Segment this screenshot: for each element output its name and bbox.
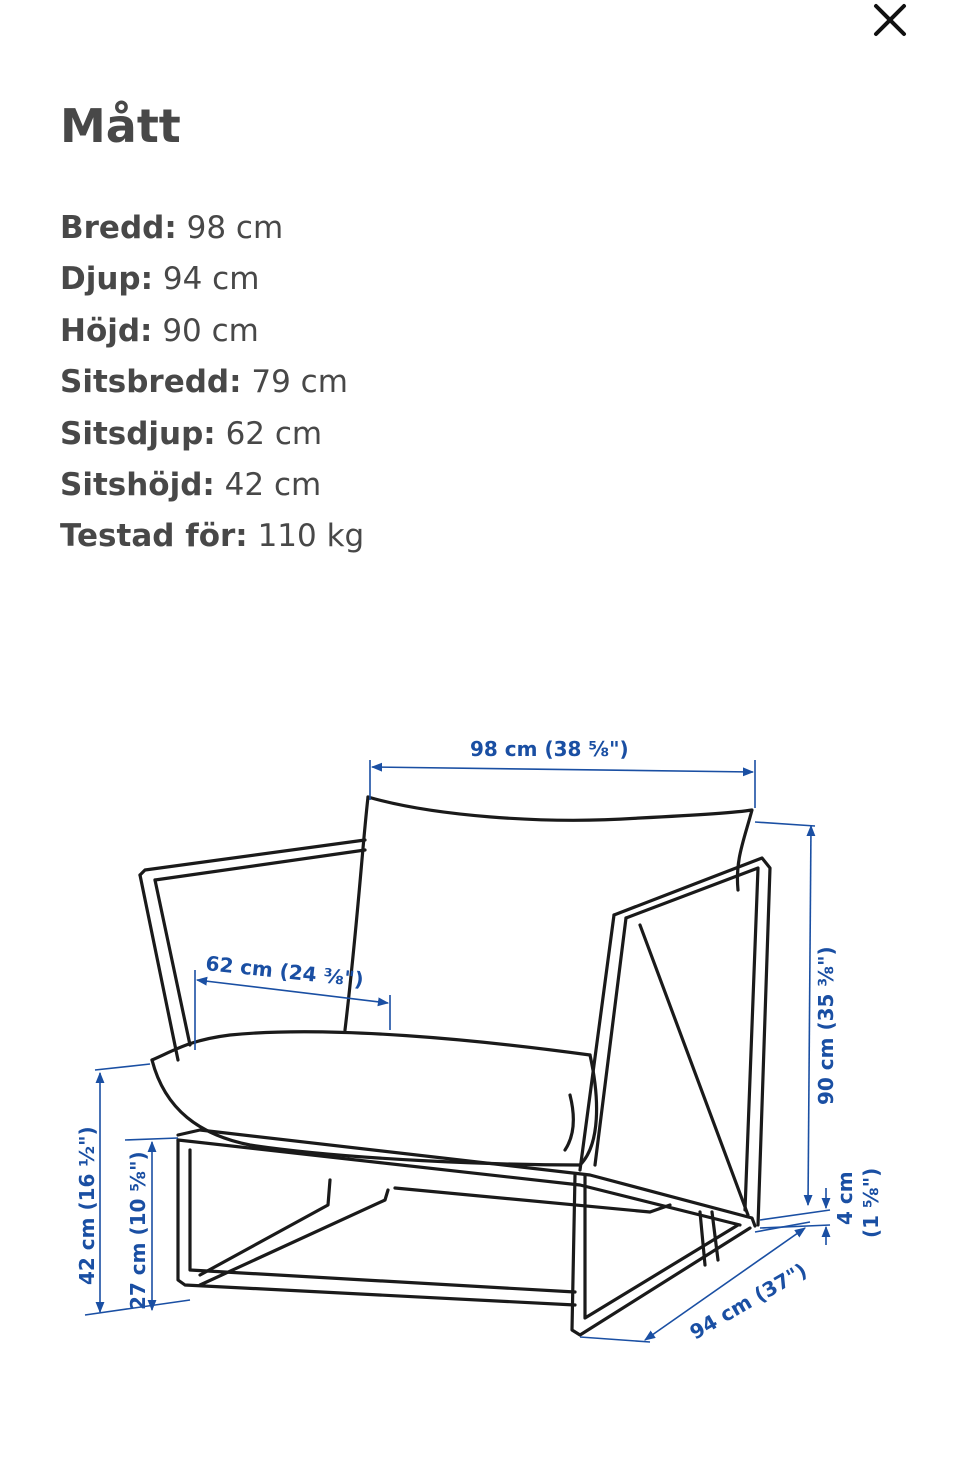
armchair-drawing <box>140 797 770 1335</box>
dimension-depth <box>60 254 364 305</box>
dimension-value: 110 kg <box>257 518 365 555</box>
dimension-value: 94 cm <box>162 261 260 298</box>
page-title: Mått <box>60 99 181 153</box>
frame-dimension-label: 4 cm <box>833 1171 857 1225</box>
dimension-label: Bredd: <box>60 210 177 246</box>
dimension-label: Höjd: <box>60 312 153 349</box>
close-button[interactable] <box>862 0 918 40</box>
dimension-width <box>60 203 364 254</box>
dimension-tested-for <box>60 511 364 562</box>
dimensions-list <box>60 203 364 563</box>
dimension-seat-width <box>60 357 364 408</box>
dimension-label: Sitsdjup: <box>60 415 216 452</box>
dimension-value: 62 cm <box>225 415 323 452</box>
dimension-label: Djup: <box>60 261 154 298</box>
dimension-value: 90 cm <box>162 312 259 349</box>
armchair-dimension-diagram <box>0 680 960 1400</box>
seat-height-dimension-label: 42 cm (16 ½") <box>75 1126 99 1285</box>
width-dimension-label: 98 cm (38 ⅝") <box>470 737 629 761</box>
height-dimension-label: 90 cm (35 ⅜") <box>814 946 838 1105</box>
lower-height-dimension-label: 27 cm (10 ⅝") <box>126 1151 150 1310</box>
dimension-seat-depth <box>60 409 364 460</box>
frame-dimension-label-inch: (1 ⅝") <box>859 1167 883 1238</box>
dimension-label: Testad för: <box>60 518 248 555</box>
depth-dimension-label: 94 cm (37") <box>685 1258 811 1345</box>
dimension-value: 42 cm <box>224 467 322 504</box>
close-icon <box>873 3 907 37</box>
dimension-label: Sitsbredd: <box>60 364 242 401</box>
dimension-value: 98 cm <box>186 210 284 246</box>
seat-depth-dimension-label: 62 cm (24 ⅜") <box>204 951 365 992</box>
dimension-height <box>60 306 364 357</box>
dimension-seat-height <box>60 460 364 511</box>
dimension-value: 79 cm <box>251 364 348 401</box>
dimension-label: Sitshöjd: <box>60 467 215 504</box>
